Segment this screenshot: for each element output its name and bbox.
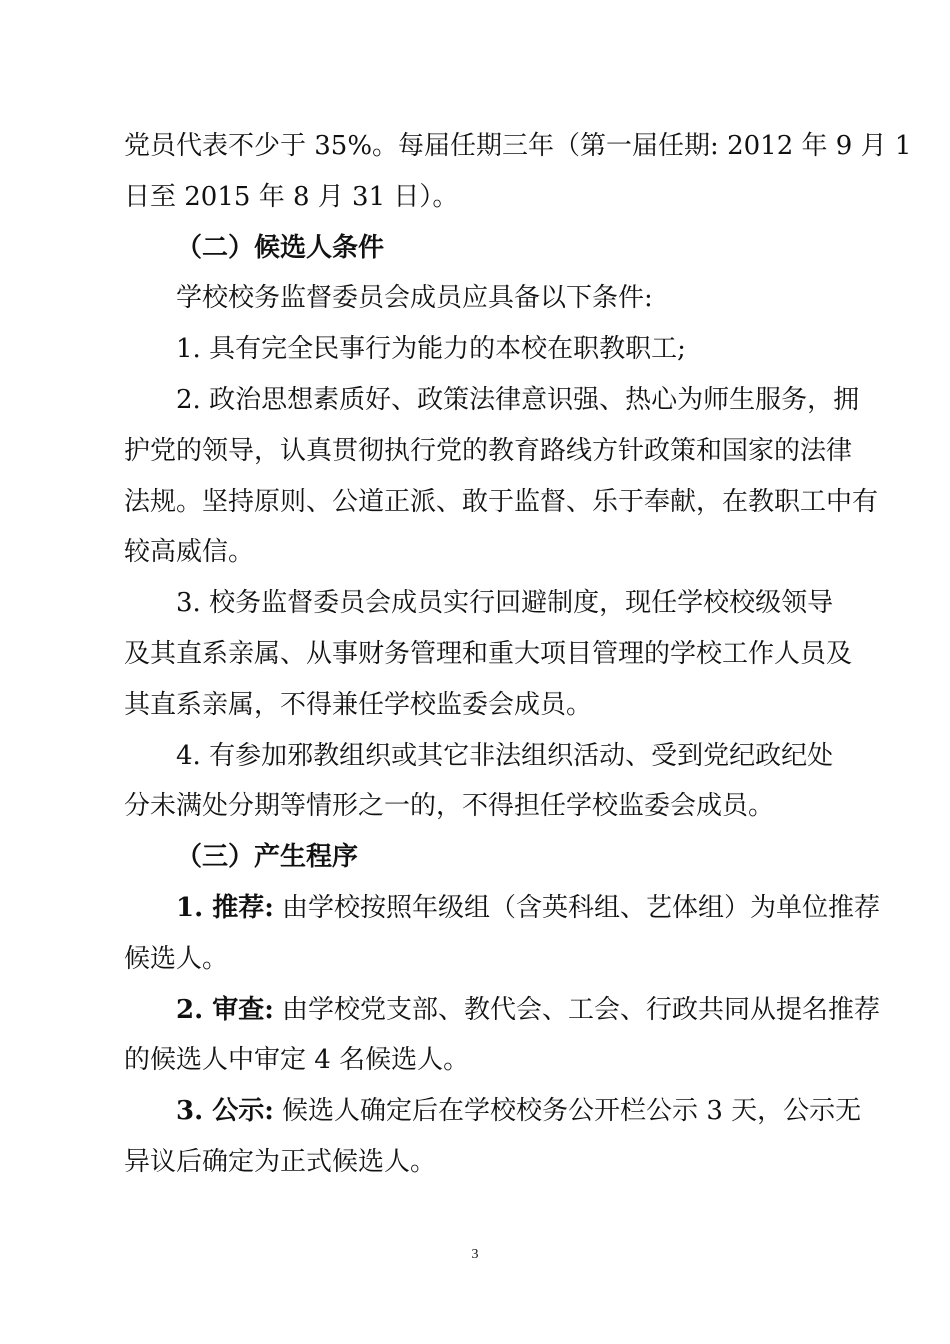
section-heading xyxy=(124,832,832,883)
paragraph-line xyxy=(124,527,832,578)
paragraph-line xyxy=(124,375,860,426)
page-number: 3 xyxy=(471,1247,479,1262)
text-run: 及其直系亲属、从事财务管理和重大项目管理的学校工作人员及 xyxy=(124,638,853,669)
paragraph-line xyxy=(124,934,832,985)
text-run: 由学校党支部、教代会、工会、行政共同从提名推荐 xyxy=(273,994,881,1025)
item-lead: 1. 推荐: xyxy=(176,892,274,923)
section-heading xyxy=(124,223,832,274)
item-lead: 2. 审查: xyxy=(176,994,274,1025)
text-run: 分未满处分期等情形之一的，不得担任学校监委会成员。 xyxy=(124,791,775,822)
text-run: 2. 政治思想素质好、政策法律意识强、热心为师生服务，拥 xyxy=(176,384,860,415)
text-run: 1. 具有完全民事行为能力的本校在职教职工; xyxy=(176,334,686,365)
text-run: 学校校务监督委员会成员应具备以下条件: xyxy=(176,283,653,314)
heading-text: （三）产生程序 xyxy=(176,842,359,873)
paragraph-line xyxy=(124,781,832,832)
paragraph-line xyxy=(124,1086,862,1137)
text-run: 党员代表不少于 35%。每届任期三年（第一届任期: 2012 年 9 月 1 xyxy=(124,131,912,161)
paragraph-line xyxy=(124,324,832,375)
text-run: 由学校按照年级组（含英科组、艺体组）为单位推荐 xyxy=(273,892,881,923)
item-lead: 3. 公示: xyxy=(176,1096,274,1127)
text-run: 4. 有参加邪教组织或其它非法组织活动、受到党纪政纪处 xyxy=(176,740,834,771)
paragraph-line xyxy=(124,731,832,782)
text-run: 其直系亲属，不得兼任学校监委会成员。 xyxy=(124,689,593,720)
text-run: 日至 2015 年 8 月 31 日）。 xyxy=(124,181,459,212)
paragraph-line xyxy=(124,1035,832,1086)
paragraph-line xyxy=(124,426,853,477)
text-run: 的候选人中审定 4 名候选人。 xyxy=(124,1045,470,1076)
paragraph-line xyxy=(124,172,832,223)
document-body xyxy=(124,121,912,1188)
paragraph-line xyxy=(124,121,912,172)
text-run: 候选人确定后在学校校务公开栏公示 3 天，公示无 xyxy=(273,1096,862,1127)
paragraph-line xyxy=(124,273,832,324)
text-run: 候选人。 xyxy=(124,943,229,974)
paragraph-line xyxy=(124,883,881,934)
heading-text: （二）候选人条件 xyxy=(176,232,385,263)
paragraph-line xyxy=(124,680,832,731)
paragraph-line xyxy=(124,477,879,528)
text-run: 异议后确定为正式候选人。 xyxy=(124,1146,437,1177)
text-run: 法规。坚持原则、公道正派、敢于监督、乐于奉献，在教职工中有 xyxy=(124,486,879,517)
text-run: 护党的领导，认真贯彻执行党的教育路线方针政策和国家的法律 xyxy=(124,435,853,466)
paragraph-line xyxy=(124,629,853,680)
paragraph-line xyxy=(124,1137,832,1188)
text-run: 较高威信。 xyxy=(124,537,255,568)
text-run: 3. 校务监督委员会成员实行回避制度，现任学校校级领导 xyxy=(176,588,834,619)
paragraph-line xyxy=(124,985,881,1036)
paragraph-line xyxy=(124,578,832,629)
